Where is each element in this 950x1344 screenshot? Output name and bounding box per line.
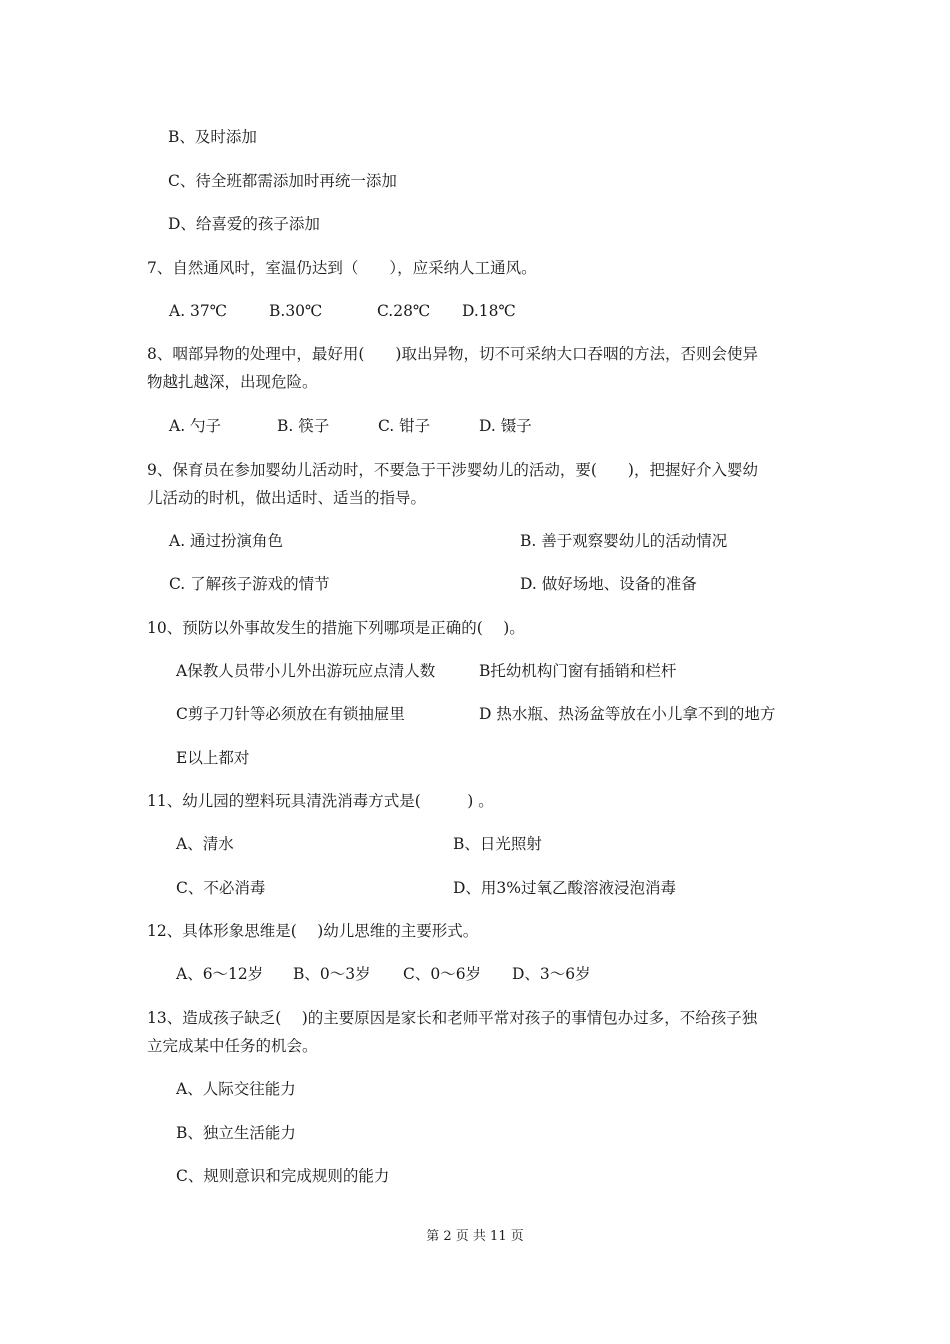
q11-option-d: D、用3%过氧乙酸溶液浸泡消毒	[453, 879, 677, 897]
q13-option-c: C、规则意识和完成规则的能力	[176, 1167, 390, 1185]
q9-stem-line1: 9、保育员在参加婴幼儿活动时，不要急于干涉婴幼儿的活动，要( )，把握好介入婴幼	[147, 461, 758, 479]
q7-option-b: B.30℃	[269, 302, 323, 320]
q12-option-a: A、6～12岁	[176, 965, 264, 983]
q10-option-a: A保教人员带小儿外出游玩应点清人数	[176, 662, 436, 680]
q9-option-b: B. 善于观察婴幼儿的活动情况	[520, 532, 728, 550]
q12-option-c: C、0～6岁	[403, 965, 482, 983]
q10-stem: 10、预防以外事故发生的措施下列哪项是正确的( )。	[147, 619, 525, 637]
q11-stem: 11、幼儿园的塑料玩具清洗消毒方式是( ) 。	[147, 792, 494, 810]
q13-stem-line2: 立完成某中任务的机会。	[147, 1037, 318, 1055]
q8-stem-line2: 物越扎越深，出现危险。	[147, 373, 318, 391]
q9-option-c: C. 了解孩子游戏的情节	[169, 575, 330, 593]
q6-option-d: D、给喜爱的孩子添加	[168, 215, 320, 233]
q7-option-c: C.28℃	[377, 302, 431, 320]
q8-stem-line1: 8、咽部异物的处理中，最好用( )取出异物，切不可采纳大口吞咽的方法，否则会使异	[147, 345, 758, 363]
q11-option-a: A、清水	[176, 835, 234, 853]
q8-option-a: A. 勺子	[169, 417, 222, 435]
q11-option-b: B、日光照射	[453, 835, 542, 853]
q7-option-d: D.18℃	[462, 302, 516, 320]
q12-option-d: D、3～6岁	[512, 965, 591, 983]
q11-option-c: C、不必消毒	[176, 879, 266, 897]
q10-option-e: E以上都对	[176, 749, 250, 767]
q6-option-b: B、及时添加	[168, 128, 257, 146]
q10-option-b: B托幼机构门窗有插销和栏杆	[479, 662, 677, 680]
page-number-footer: 第 2 页 共 11 页	[426, 1229, 524, 1244]
q12-stem: 12、具体形象思维是( )幼儿思维的主要形式。	[147, 922, 479, 940]
q13-option-a: A、人际交往能力	[176, 1080, 296, 1098]
q10-option-c: C剪子刀针等必须放在有锁抽屉里	[176, 705, 405, 723]
q13-option-b: B、独立生活能力	[176, 1124, 296, 1142]
q10-option-d: D 热水瓶、热汤盆等放在小儿拿不到的地方	[479, 705, 776, 723]
q13-stem-line1: 13、造成孩子缺乏( )的主要原因是家长和老师平常对孩子的事情包办过多，不给孩子独	[147, 1009, 758, 1027]
q6-option-c: C、待全班都需添加时再统一添加	[168, 172, 397, 190]
q12-option-b: B、0～3岁	[293, 965, 371, 983]
q8-option-b: B. 筷子	[277, 417, 330, 435]
q7-option-a: A. 37℃	[169, 302, 228, 320]
q9-option-d: D. 做好场地、设备的准备	[520, 575, 697, 593]
q9-stem-line2: 儿活动的时机，做出适时、适当的指导。	[147, 489, 427, 507]
q8-option-d: D. 镊子	[479, 417, 532, 435]
q7-stem: 7、自然通风时，室温仍达到（ ），应采纳人工通风。	[147, 259, 537, 277]
q9-option-a: A. 通过扮演角色	[169, 532, 284, 550]
q8-option-c: C. 钳子	[378, 417, 431, 435]
